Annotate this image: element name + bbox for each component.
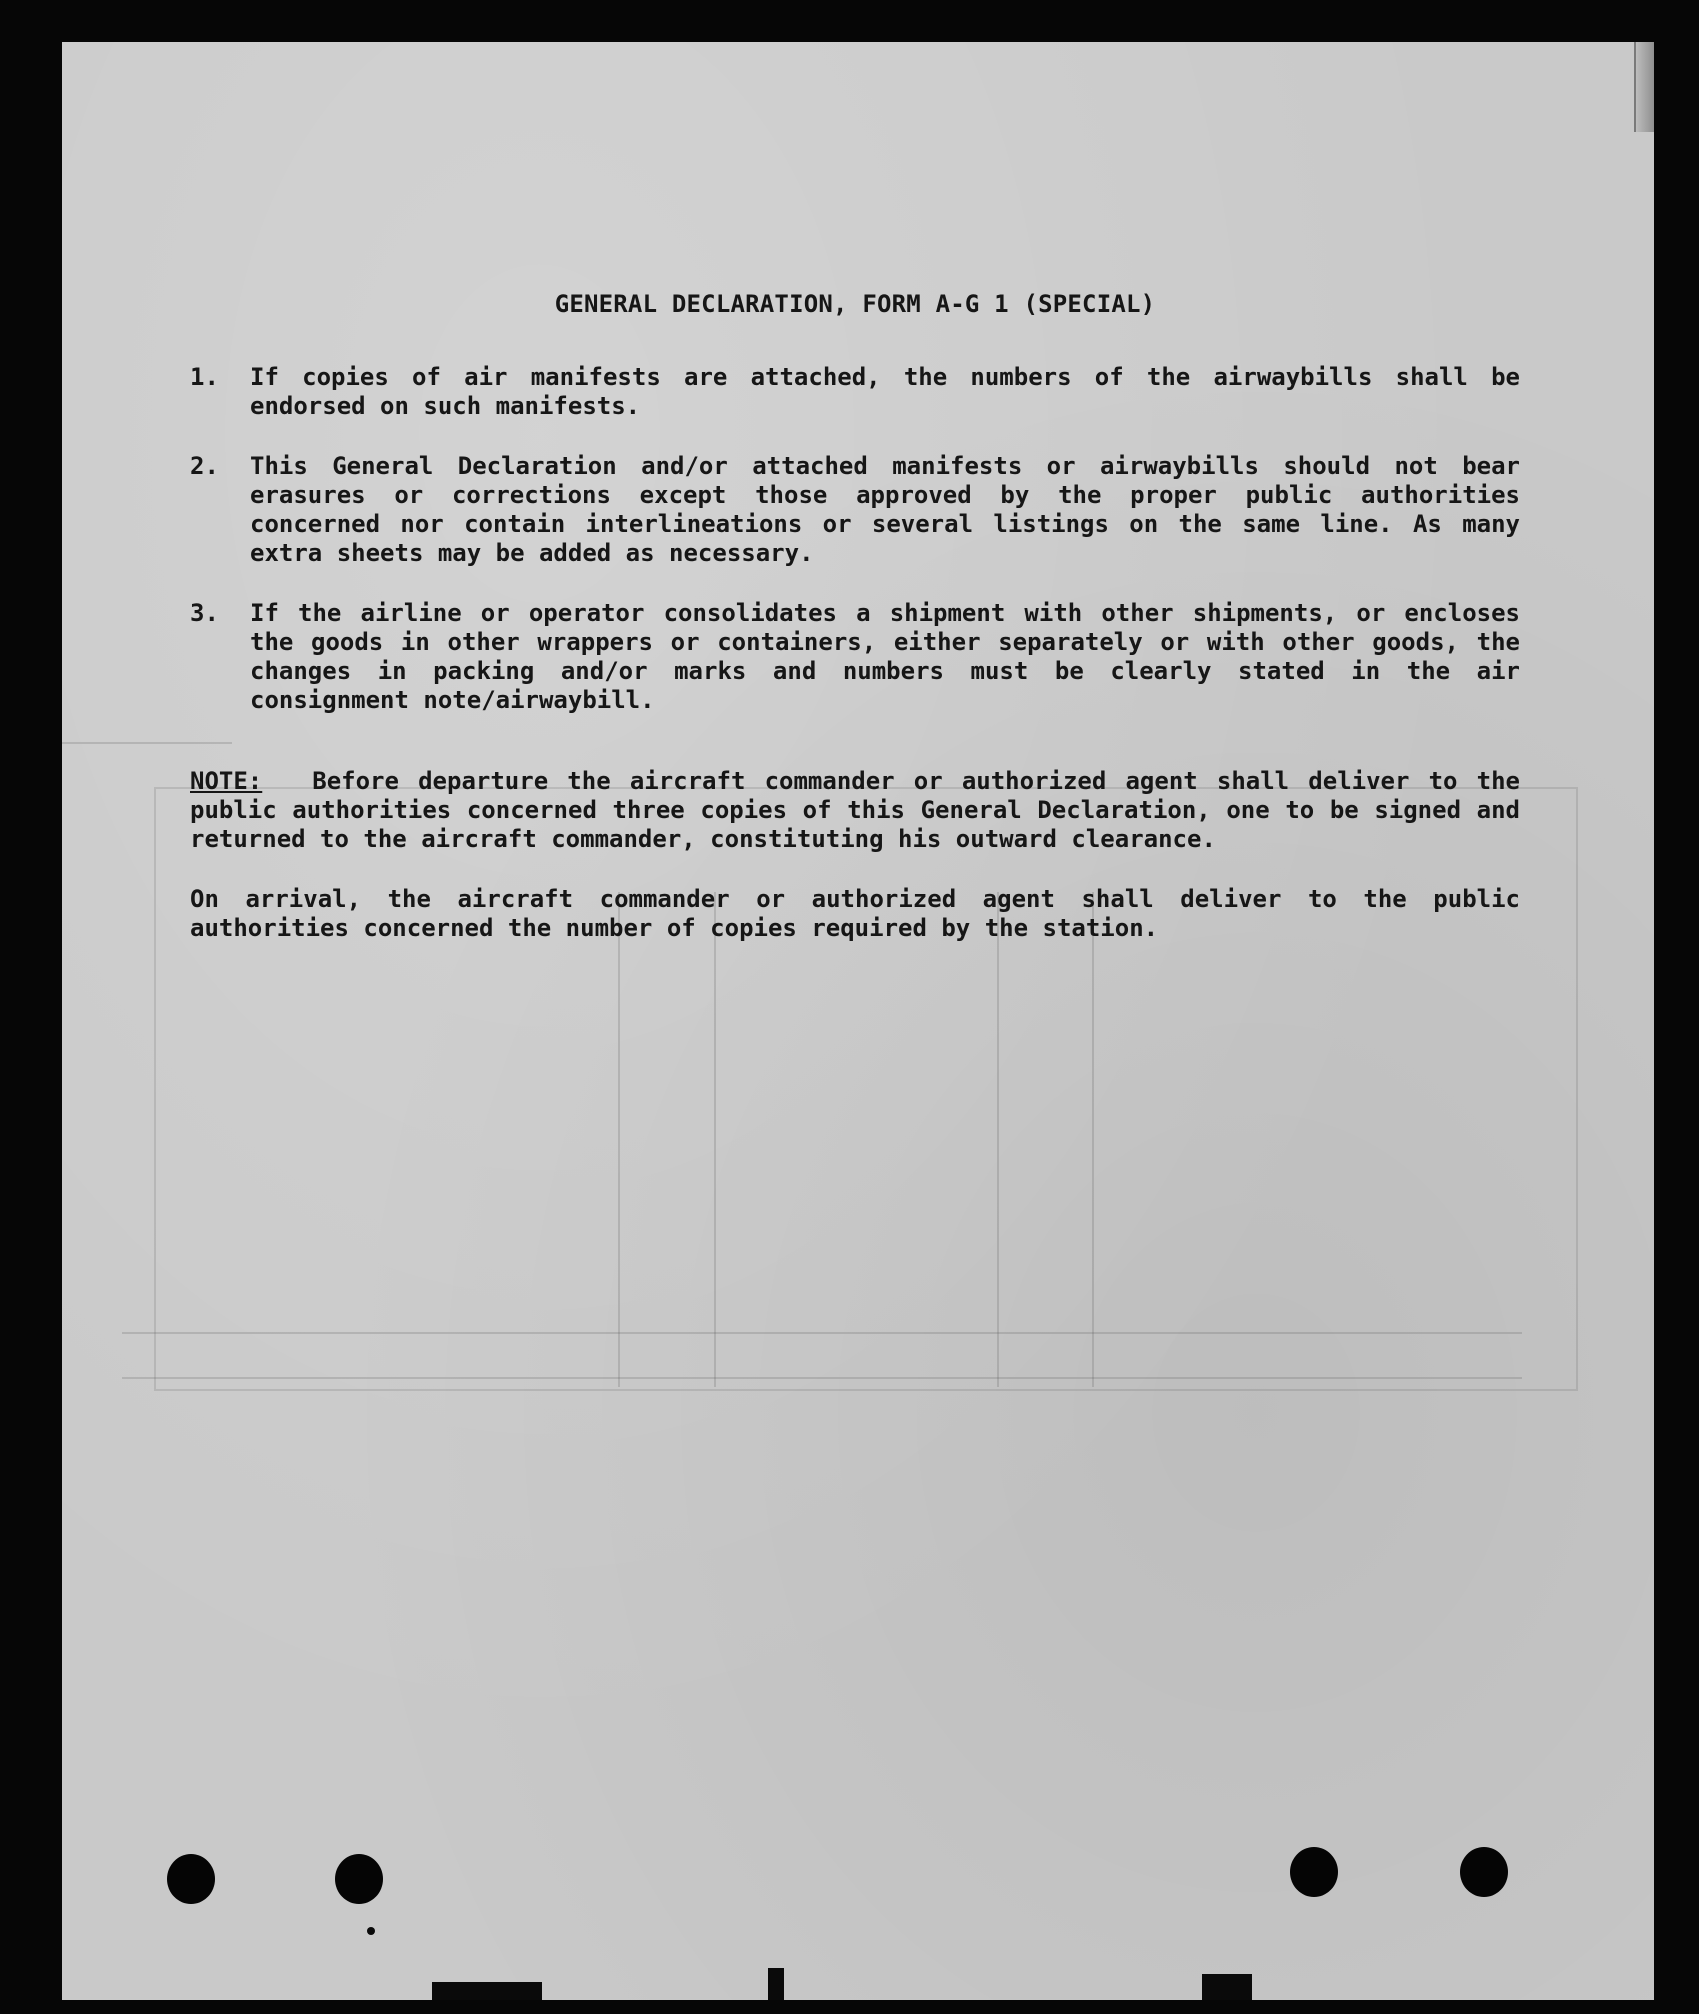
declaration-text: [190, 290, 1590, 943]
bleed-through-column: [1092, 892, 1094, 1387]
note-label: NOTE:: [190, 767, 263, 795]
punch-hole: [1460, 1847, 1508, 1897]
note-paragraph: [190, 767, 1520, 854]
punch-hole: [1290, 1847, 1338, 1897]
item-text: If copies of air manifests are attached, the numbers of the airwaybills shall be endorsed on such manifests.: [250, 363, 1520, 420]
edge-damage: [1202, 1974, 1252, 2000]
item-text: If the airline or operator consolidates a shipment with other shipments, or encloses the goods in other wrappers or containers, either separately or with other goods, the changes in packing and/or marks and numbers must be clearly stated in the air consignment note/airwaybill.: [250, 599, 1520, 714]
document-page: [62, 42, 1654, 2000]
bleed-through-column: [714, 892, 716, 1387]
punch-hole: [335, 1854, 383, 1904]
instruction-item-3: [190, 599, 1520, 715]
item-number: 2.: [190, 452, 219, 480]
edge-damage: [367, 1927, 375, 1935]
edge-damage: [768, 1968, 784, 2000]
item-number: 1.: [190, 363, 219, 391]
bleed-through-column: [618, 892, 620, 1387]
punch-hole: [167, 1854, 215, 1904]
edge-damage: [432, 1982, 542, 2000]
item-text: This General Declaration and/or attached manifests or airwaybills should not bear erasures or corrections except those approved by the proper public authorities concerned nor contain interlineations or several listings on the same line. As many extra sheets may be added as necessary.: [250, 452, 1520, 567]
arrival-paragraph: On arrival, the aircraft commander or authorized agent shall deliver to the public authorities concerned the number of copies required by the station.: [190, 885, 1520, 942]
bleed-through-column: [997, 892, 999, 1387]
instruction-item-2: [190, 452, 1520, 568]
item-number: 3.: [190, 599, 219, 627]
instruction-item-1: [190, 363, 1520, 421]
note-text: Before departure the aircraft commander or authorized agent shall deliver to the public authorities concerned three copies of this General Declaration, one to be signed and returned to the aircraft commander, constituting his outward clearance.: [190, 767, 1520, 853]
document-title: GENERAL DECLARATION, FORM A-G 1 (SPECIAL): [554, 290, 1156, 318]
page-corner-curl: [1634, 42, 1654, 132]
